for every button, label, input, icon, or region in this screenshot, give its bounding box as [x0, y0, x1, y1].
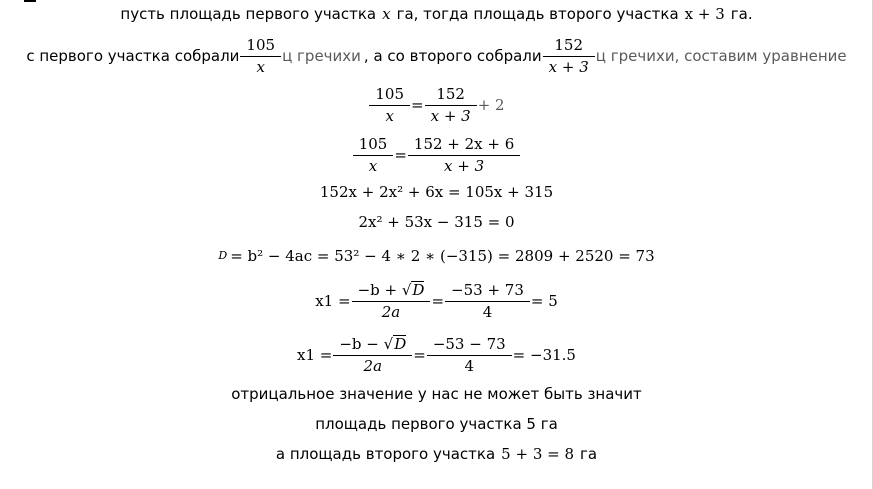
- harvest-line: [0, 34, 873, 78]
- conclusion-line-1: отрицальное значение у нас не может быть значит: [231, 385, 642, 403]
- root-2-formula-fraction: −b − √ D 2a: [336, 335, 409, 376]
- equation-2: $\frac{105}{x}$ = $\frac{152 + 2x + 6}{x + 3}$: [0, 133, 873, 177]
- root-2-numeric-fraction: $\frac{-53 - 73}{4}$: [430, 335, 509, 376]
- intro-text-2: га, тогда площадь второго участка: [396, 5, 679, 23]
- equation-4: 2x² + 53x − 315 = 0: [358, 213, 515, 231]
- discriminant-expression: = b² − 4ac = 53² − 4 ∗ 2 ∗ (−315) = 2809 + 2520 = 73: [230, 247, 655, 265]
- fraction-152-x3: $\frac{152}{x + 3}$: [546, 36, 592, 77]
- eq1-left-fraction: $\frac{105}{x}$: [372, 85, 407, 126]
- equation-3: 152x + 2x² + 6x = 105x + 315: [319, 183, 554, 201]
- harvest-text-3: , а со второго собрали: [363, 47, 542, 65]
- intro-text-1: пусть площадь первого участка: [120, 5, 377, 23]
- intro-text-3: га.: [730, 5, 753, 23]
- variable-x: x: [382, 5, 391, 23]
- discriminant-symbol: D: [218, 249, 228, 262]
- conclusion-line-3: а площадь второго участка 5 + 3 = 8 га: [275, 445, 598, 463]
- equation-1: $\frac{105}{x}$ = $\frac{152}{x + 3}$ + 2: [0, 83, 873, 127]
- harvest-text-1: с первого участка собрали: [26, 47, 240, 65]
- root-1-formula-fraction: −b + √ D 2a: [355, 281, 428, 322]
- root-1-numeric-fraction: $\frac{-53 + 73}{4}$: [448, 281, 527, 322]
- intro-line: [0, 4, 873, 24]
- conclusion-line-2: площадь первого участка 5 га: [315, 415, 558, 433]
- eq1-right-fraction: $\frac{152}{x + 3}$: [428, 85, 474, 126]
- eq2-right-fraction: $\frac{152 + 2x + 6}{x + 3}$: [411, 135, 517, 176]
- corner-mark: [24, 0, 36, 2]
- eq2-left-fraction: $\frac{105}{x}$: [356, 135, 391, 176]
- root-2-equation: x1 = −b − √ D 2a = $\frac{-53 - 73}{4}$ = −31.5: [297, 334, 576, 375]
- discriminant-line: [0, 246, 873, 266]
- harvest-text-4: ц гречихи, составим уравнение: [595, 47, 847, 65]
- root-1-equation: x1 = −b + √ D 2a = $\frac{-53 + 73}{4}$ = 5: [315, 280, 558, 321]
- expr-x-plus-3: x + 3: [684, 5, 725, 23]
- harvest-text-2: ц гречихи: [282, 47, 361, 65]
- fraction-105-x: $\frac{105}{x}$: [243, 36, 278, 77]
